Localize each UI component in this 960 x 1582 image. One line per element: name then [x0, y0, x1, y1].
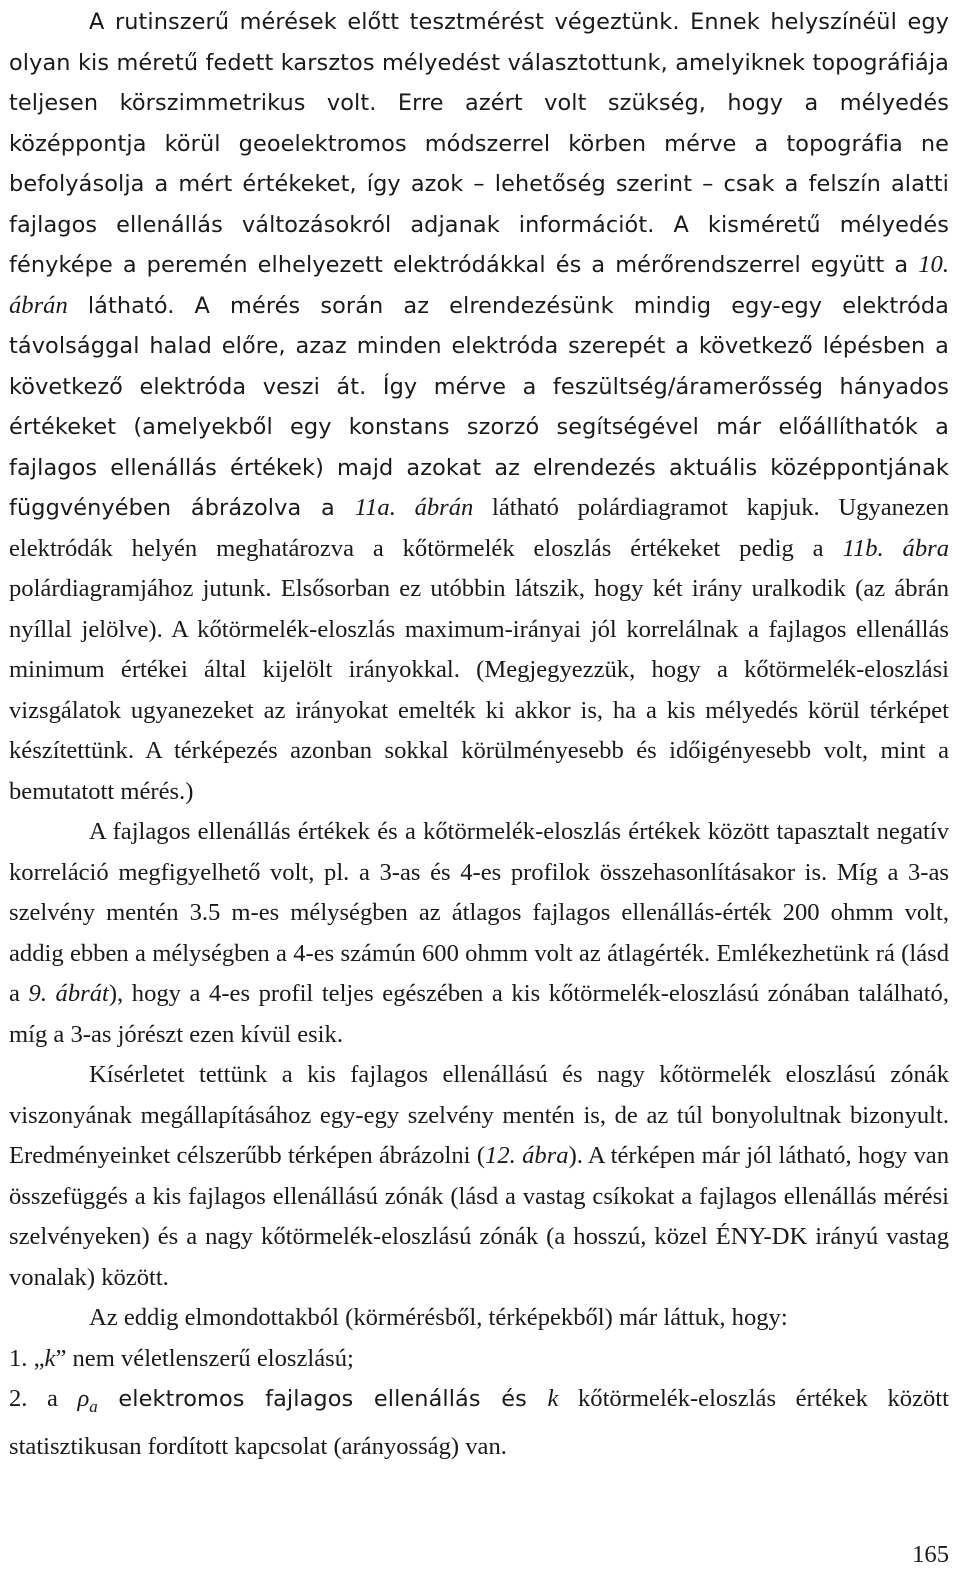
figure-reference: 12. ábra: [485, 1142, 569, 1169]
paragraph-sentence: ), hogy a 4-es profil teljes egészében a kis kőtörmelék-eloszlású zónában található, míg a 3-as jórészt ezen kívül esik.: [9, 980, 949, 1048]
paragraph-sentence: látható polárdiagramot kapjuk. Ugyanezen elektródák helyén meghatározva a kőtörmelék eloszlás értékeket pedig a: [9, 494, 949, 562]
paragraph-sentence: A fajlagos ellenállás értékek és a kőtörmelék-eloszlás értékek között tapasztalt negatív korreláció megfigyelhető volt, pl. a 3-as és 4-es profilok összehasonlításakor is. Míg a 3-as szelvény mentén 3.5 m-es mélységben az átlagos fajlagos ellenállás-érték 200 ohmm volt, addig ebben a mélységben a 4-es számún 600 ohmm volt az átlagérték. Emlékezhetünk rá (lásd a: [9, 818, 949, 1007]
paragraph-sentence: A kisméretű mélyedés fényképe a peremén elhelyezett elektródákkal és a mérőrendszerrel együtt a: [9, 211, 949, 278]
paragraph-sentence: Kísérletet tettünk a kis fajlagos ellenállású és nagy kőtörmelék eloszlású zónák viszonyának megállapításához egy-egy szelvény mentén is, de az túl bonyolultnak bizonyult. Eredményeinket célszerűbb térképen ábrázolni (: [9, 1061, 949, 1169]
paragraph-map-experiment: [9, 1055, 949, 1298]
figure-reference: 11b. ábra: [842, 534, 950, 562]
list-text: elektromos fajlagos ellenállás és: [97, 1386, 548, 1412]
paragraph-sentence: A rutinszerű mérések előtt tesztmérést végeztünk. Ennek helyszínéül egy olyan kis méretű fedett karsztos mélyedést választottunk, amelyiknek topográfiája teljesen körszimmetrikus volt. Erre azért volt szükség, hogy a mélyedés középpontja körül geoelektromos módszerrel körben mérve a topográfia ne befolyásolja a mért értékeket, így azok – lehetőség szerint – csak a felszín alatti fajlagos ellenállás változásokról adjanak információt.: [9, 9, 949, 238]
list-text: 2. a: [9, 1385, 78, 1412]
paragraph-sentence: polárdiagramjához jutunk. Elsősorban ez utóbbin látszik, hogy két irány uralkodik (az ábrán nyíllal jelölve). A kőtörmelék-eloszlás maximum-irányai jól korrelálnak a fajlagos ellenállás minimum értékei által kijelölt irányokkal. (Megjegyezzük, hogy a kőtörmelék-eloszlási vizsgálatok ugyanezeket az irányokat emelték ki akkor is, ha a kis mélyedés körül térképet készítettünk. A térképezés azonban sokkal körülményesebb és időigényesebb volt, mint a bemutatott mérés.): [9, 575, 949, 805]
list-text: kőtörmelék-eloszlás értékek között statisztikusan fordított kapcsolat (arányosság) van.: [9, 1385, 949, 1461]
body-text: [9, 2, 949, 1468]
symbol-k: k: [44, 1344, 56, 1372]
figure-reference: 10. ábrán: [9, 251, 949, 319]
list-text: ” nem véletlenszerű eloszlású;: [55, 1344, 354, 1372]
symbol-rho: ρ: [77, 1385, 90, 1412]
paragraph-correlation: [9, 812, 949, 1055]
figure-reference: 11a. ábrán: [354, 494, 474, 521]
paragraph-sentence: látható.: [67, 292, 175, 319]
symbol-rho-subscript: a: [89, 1396, 98, 1416]
paragraph-sentence: Így mérve a feszültség/áramerősség hányados értékeket (amelyekből egy konstans szorzó segítségével már előállíthatók a fajlagos ellenállás értékek) majd azokat az elrendezés aktuális középpontjának függvényében ábrázolva a: [9, 373, 950, 521]
list-text: 1. „: [9, 1344, 45, 1372]
page-number: 165: [912, 1541, 949, 1568]
paragraph-sentence: ). A térképen már jól látható, hogy van összefüggés a kis fajlagos ellenállású zónák (lásd a vastag csíkokat a fajlagos ellenállás mérési szelvényeken) és a nagy kőtörmelék-eloszlású zónák (a hosszú, közel ÉNY-DK irányú vastag vonalak) között.: [9, 1142, 949, 1291]
figure-reference: 9. ábrát: [28, 980, 109, 1007]
paragraph-conclusion-intro: [9, 1298, 949, 1339]
paragraph-test-measurement: [9, 2, 949, 812]
conclusion-item-2: [9, 1379, 949, 1468]
conclusion-item-1: [9, 1339, 949, 1380]
symbol-k: k: [547, 1385, 559, 1412]
paragraph-sentence: A mérés során az elrendezésünk mindig egy-egy elektróda távolsággal halad előre, azaz minden elektróda szerepét a következő lépésben a következő elektróda veszi át.: [9, 292, 949, 400]
paragraph-sentence: Az eddig elmondottakból (körmérésből, térképekből) már láttuk, hogy:: [89, 1304, 788, 1331]
